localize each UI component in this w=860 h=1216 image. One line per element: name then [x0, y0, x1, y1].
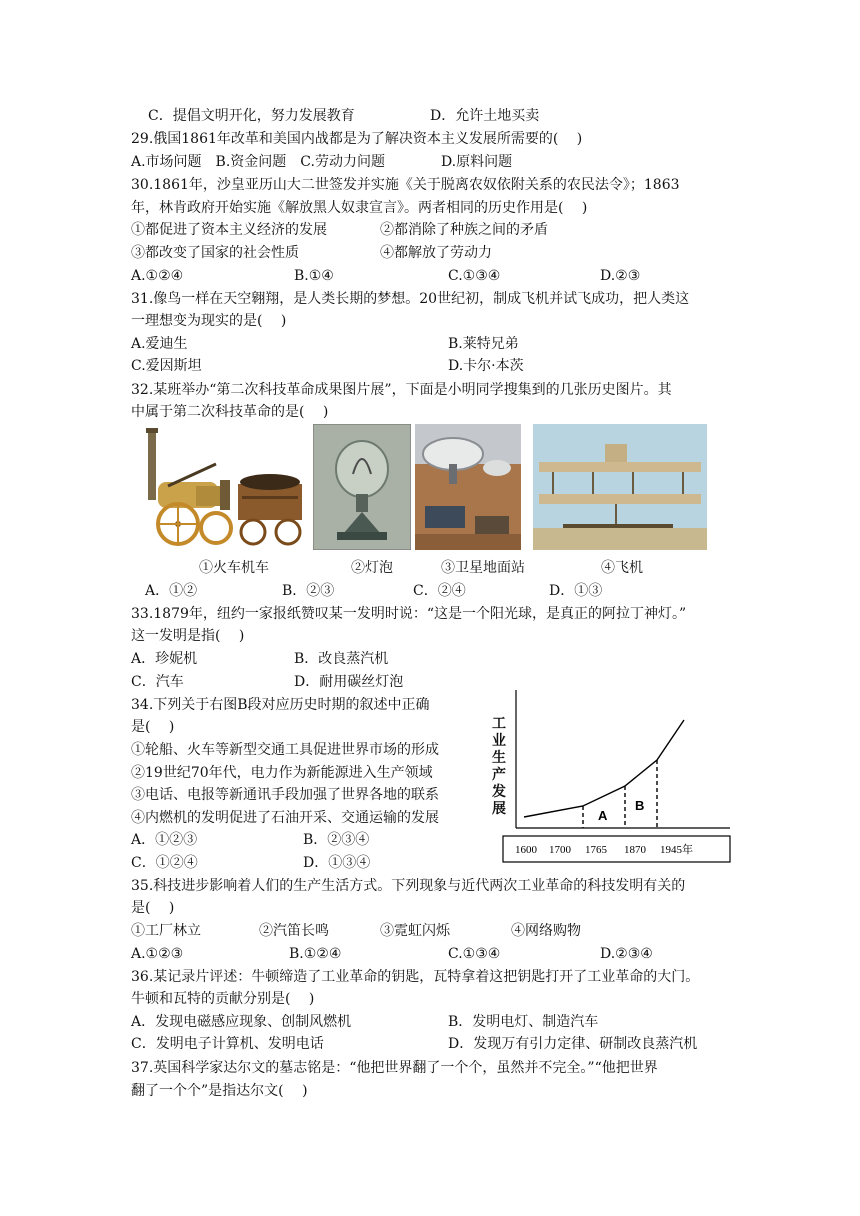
q36-option-a: A．发现电磁感应现象、创制风燃机: [131, 1014, 352, 1030]
segment-a-label: A: [598, 808, 608, 823]
q30-option-c: C.①③④: [448, 268, 501, 284]
q31-option-d: D.卡尔·本茨: [448, 358, 524, 374]
q30-statement-4: ④都解放了劳动力: [380, 245, 492, 261]
q30-statement-1: ①都促进了资本主义经济的发展: [131, 222, 327, 238]
q35-option-d: D.②③④: [600, 946, 653, 962]
q35-option-c: C.①③④: [448, 946, 501, 962]
q29-options: A.市场问题 B.资金问题 C.劳动力问题 D.原料问题: [131, 154, 513, 170]
q36-option-d: D．发现万有引力定律、研制改良蒸汽机: [448, 1036, 698, 1052]
light-bulb-image: [313, 424, 411, 550]
q35-statement-4: ④网络购物: [511, 923, 581, 939]
locomotive-image: [138, 424, 310, 550]
q33-option-d: D．耐用碳丝灯泡: [294, 674, 404, 690]
q34-statement-3: ③电话、电报等新通讯手段加强了世界各地的联系: [131, 787, 439, 803]
caption-locomotive: ①火车机车: [199, 560, 269, 576]
caption-airplane: ④飞机: [601, 560, 643, 576]
q32-option-a: A．①②: [145, 583, 198, 599]
x-tick-1600: 1600: [515, 844, 537, 856]
airplane-image: [533, 424, 707, 550]
q34-option-d: D．①③④: [303, 855, 371, 871]
q34-statement-2: ②19世纪70年代，电力作为新能源进入生产领域: [131, 765, 433, 781]
q34-option-c: C．①②④: [131, 855, 198, 871]
q34-stem-line1: 34.下列关于右图B段对应历史时期的叙述中正确: [131, 697, 430, 713]
q35-statement-1: ①工厂林立: [131, 923, 201, 939]
q35-option-a: A.①②③: [131, 946, 184, 962]
x-tick-1870: 1870: [624, 844, 646, 856]
q35-statement-2: ②汽笛长鸣: [259, 923, 329, 939]
q30-option-d: D.②③: [600, 268, 641, 284]
q33-option-a: A．珍妮机: [131, 651, 198, 667]
chart-ylabel: 工业生产发展: [492, 716, 506, 817]
caption-bulb: ②灯泡: [351, 560, 393, 576]
caption-satellite: ③卫星地面站: [441, 560, 525, 576]
q37-stem-line1: 37.英国科学家达尔文的墓志铭是：“他把世界翻了一个个，虽然并不完全。”“他把世界: [131, 1060, 658, 1076]
q32-stem-line1: 32.某班举办“第二次科技革命成果图片展”，下面是小明同学搜集到的几张历史图片。其: [131, 382, 672, 398]
q31-option-a: A.爱迪生: [131, 336, 188, 352]
q30-statement-3: ③都改变了国家的社会性质: [131, 245, 299, 261]
q31-stem-line2: 一理想变为现实的是( ): [131, 313, 287, 329]
q30-statement-2: ②都消除了种族之间的矛盾: [380, 222, 548, 238]
q32-stem-line2: 中属于第二次科技革命的是( ): [131, 404, 329, 420]
growth-line: [524, 720, 684, 817]
q30-option-a: A.①②④: [131, 268, 184, 284]
q36-stem-line1: 36.某记录片评述：牛顿缔造了工业革命的钥匙，瓦特拿着这把钥匙打开了工业革命的大门。: [131, 969, 700, 985]
q34-stem-line2: 是( ): [131, 719, 175, 735]
q34-option-a: A．①②③: [131, 832, 198, 848]
q33-option-b: B．改良蒸汽机: [294, 651, 389, 667]
x-tick-1945: 1945年: [660, 844, 693, 856]
q32-option-b: B．②③: [282, 583, 335, 599]
x-tick-1765: 1765: [585, 844, 607, 856]
industrial-chart: [488, 686, 733, 864]
q37-stem-line2: 翻了一个个”是指达尔文( ): [131, 1083, 308, 1099]
q35-stem-line1: 35.科技进步影响着人们的生产生活方式。下列现象与近代两次工业革命的科技发明有关的: [131, 878, 686, 894]
q36-option-c: C．发明电子计算机、发明电话: [131, 1036, 324, 1052]
q35-option-b: B.①②④: [289, 946, 342, 962]
q31-stem-line1: 31.像鸟一样在天空翱翔，是人类长期的梦想。20世纪初，制成飞机并试飞成功，把人类这: [131, 291, 690, 307]
q32-option-c: C．②④: [413, 583, 466, 599]
q30-option-b: B.①④: [294, 268, 334, 284]
q33-stem-line2: 这一发明是指( ): [131, 628, 245, 644]
q28-option-d: D．允许土地买卖: [430, 108, 540, 124]
q34-option-b: B．②③④: [303, 832, 370, 848]
q33-stem-line1: 33.1879年，纽约一家报纸赞叹某一发明时说：“这是一个阳光球，是真正的阿拉丁神灯。”: [131, 606, 687, 622]
q30-stem-line2: 年，林肯政府开始实施《解放黑人奴隶宣言》。两者相同的历史作用是( ): [131, 200, 588, 216]
q36-stem-line2: 牛顿和瓦特的贡献分别是( ): [131, 991, 315, 1007]
q32-option-d: D．①③: [549, 583, 603, 599]
satellite-station-image: [415, 424, 521, 550]
q34-statement-1: ①轮船、火车等新型交通工具促进世界市场的形成: [131, 742, 439, 758]
q36-option-b: B．发明电灯、制造汽车: [448, 1014, 599, 1030]
q29-stem: 29.俄国1861年改革和美国内战都是为了解决资本主义发展所需要的( ): [131, 131, 583, 147]
q28-option-c: C．提倡文明开化，努力发展教育: [148, 108, 355, 124]
x-label-box: [503, 836, 730, 862]
q35-stem-line2: 是( ): [131, 900, 175, 916]
x-tick-1700: 1700: [549, 844, 571, 856]
q30-stem-line1: 30.1861年，沙皇亚历山大二世签发并实施《关于脱离农奴依附关系的农民法令》；1863: [131, 177, 680, 193]
segment-b-label: B: [635, 798, 645, 813]
q35-statement-3: ③霓虹闪烁: [380, 923, 450, 939]
q33-option-c: C．汽车: [131, 674, 184, 690]
q31-option-b: B.莱特兄弟: [448, 336, 519, 352]
q31-option-c: C.爱因斯坦: [131, 358, 202, 374]
q34-statement-4: ④内燃机的发明促进了石油开采、交通运输的发展: [131, 810, 439, 826]
